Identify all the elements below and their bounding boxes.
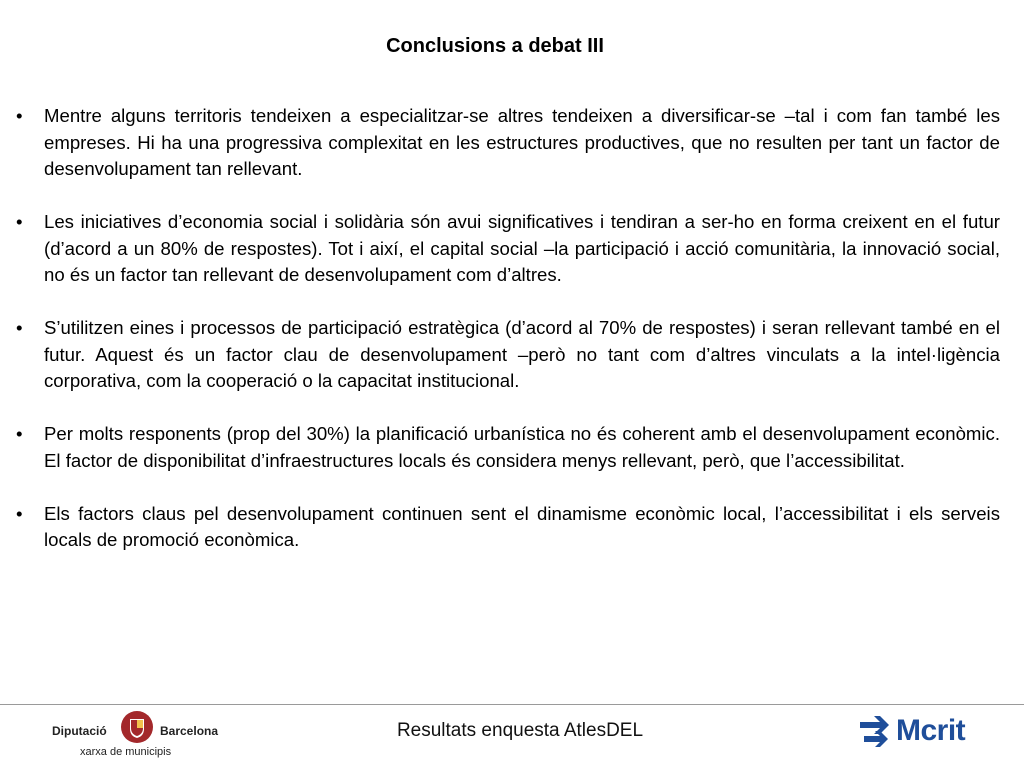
logo-name-right: Barcelona [160, 724, 219, 738]
footer-divider [0, 704, 1024, 705]
bullet-icon: • [16, 423, 23, 444]
slide-title: Conclusions a debat III [386, 35, 604, 57]
bullet-text: S’utilitzen eines i processos de participació estratègica (d’acord al 70% de respostes) i seran rellevant també en el futur. Aquest és un factor clau de desenvolupament –però no tant com d’altres vinculats a la intel·ligència corporativa, com la cooperació o la capacitat institucional. [44, 317, 1000, 391]
bullet-text: Les iniciatives d’economia social i solidària són avui significatives i tendiran a ser-ho en forma creixent en el futur (d’acord a un 80% de respostes). Tot i així, el capital social –la participació i acció comunitària, la innovació social, no és un factor tan rellevant de desenvolupament com d’altres. [44, 211, 1000, 285]
mcrit-wordmark: Mcrit [896, 714, 966, 747]
mcrit-logo [858, 712, 976, 752]
bullet-text: Mentre alguns territoris tendeixen a especialitzar-se altres tendeixen a diversificar-se –tal i com fan també les empreses. Hi ha una progressiva complexitat en les estructures productives, que no resulten per tant un factor de desenvolupament tan rellevant. [44, 105, 1000, 179]
bullet-item-4 [16, 421, 1000, 474]
bullet-text: Els factors claus pel desenvolupament continuen sent el dinamisme econòmic local, l’accessibilitat i els serveis locals de promoció econòmica. [44, 502, 1000, 550]
bullet-list [16, 103, 1000, 580]
bullet-icon: • [16, 105, 23, 126]
bullet-item-5 [16, 501, 1000, 554]
footer-caption: Resultats enquesta AtlesDEL [396, 720, 644, 741]
bullet-icon: • [16, 502, 23, 524]
bullet-text: Per molts responents (prop del 30%) la planificació urbanística no és coherent amb el desenvolupament econòmic. El factor de disponibilitat d’infraestructures locals és considera menys rellevant, però, que l’accessibilitat. [44, 423, 1000, 471]
bullet-item-3 [16, 315, 1000, 395]
bullet-icon: • [16, 211, 23, 232]
double-arrow-icon [858, 712, 898, 752]
coat-of-arms-icon [120, 710, 154, 744]
diputacio-logo [40, 706, 250, 764]
bullet-item-1 [16, 103, 1000, 183]
logo-name-left: Diputació [52, 724, 107, 738]
bullet-icon: • [16, 317, 23, 338]
bullet-item-2 [16, 209, 1000, 289]
logo-subtitle: xarxa de municipis [80, 746, 172, 758]
